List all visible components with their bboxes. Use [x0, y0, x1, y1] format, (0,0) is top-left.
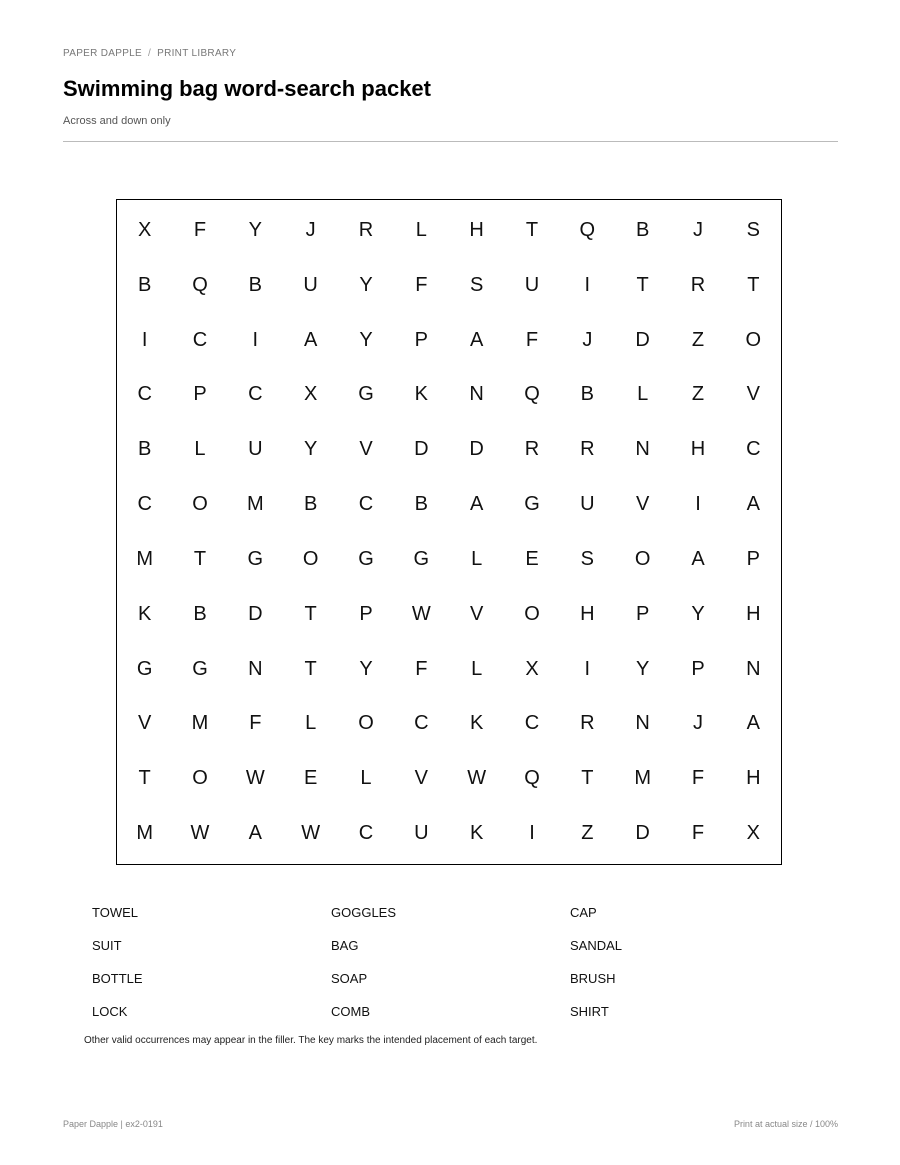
grid-cell: K: [137, 602, 152, 625]
breadcrumb-item-library[interactable]: PRINT LIBRARY: [157, 48, 237, 59]
word-list-item: CAP: [570, 905, 597, 920]
grid-cell: F: [249, 712, 262, 735]
grid-cell: G: [524, 493, 540, 516]
grid-cell: N: [746, 657, 761, 680]
grid-cell: F: [415, 657, 428, 680]
grid-cell: B: [137, 273, 152, 296]
grid-cell: U: [580, 493, 595, 516]
grid-cell: T: [581, 767, 594, 790]
grid-cell: S: [746, 218, 760, 241]
grid-cell: H: [690, 438, 706, 461]
word-list-item: BOTTLE: [92, 971, 143, 986]
grid-cell: L: [471, 547, 483, 570]
grid-cell: F: [193, 218, 207, 241]
grid-cell: N: [469, 383, 484, 406]
grid-cell: N: [635, 438, 650, 461]
grid-cell: L: [415, 218, 427, 241]
grid-cell: W: [411, 602, 431, 625]
grid-cell: K: [469, 712, 484, 735]
grid-cell: G: [358, 383, 374, 406]
grid-cell: H: [580, 602, 595, 625]
grid-cell: C: [358, 493, 374, 516]
grid-cell: H: [746, 767, 761, 790]
grid-cell: G: [358, 547, 374, 570]
grid-cell: Y: [303, 438, 318, 461]
grid-cell: Y: [359, 273, 373, 296]
grid-cell: G: [413, 547, 430, 570]
grid-cell: W: [467, 767, 487, 790]
grid-cell: F: [691, 822, 705, 845]
grid-cell: X: [137, 218, 152, 241]
grid-cell: C: [248, 383, 263, 406]
grid-cell: V: [359, 438, 373, 461]
grid-cell: R: [690, 273, 706, 296]
grid-cell: B: [635, 218, 650, 241]
footer-id: Paper Dapple | ex2-0191: [63, 1119, 163, 1129]
grid-cell: A: [691, 547, 705, 570]
grid-cell: J: [305, 218, 316, 241]
grid-cell: B: [193, 602, 207, 625]
grid-cell: V: [414, 767, 428, 790]
grid-cell: B: [137, 438, 152, 461]
grid-cell: Z: [691, 328, 705, 351]
grid-cell: J: [582, 328, 593, 351]
grid-cell: A: [746, 712, 760, 735]
grid-cell: P: [414, 328, 428, 351]
grid-cell: V: [635, 493, 650, 516]
word-list-item: BAG: [331, 938, 359, 953]
word-list-item: BRUSH: [570, 971, 616, 986]
grid-cell: T: [304, 602, 317, 625]
grid-cell: U: [414, 822, 429, 845]
grid-cell: J: [692, 712, 703, 735]
grid-cell: M: [634, 767, 651, 790]
grid-cell: A: [746, 493, 760, 516]
grid-cell: L: [471, 657, 483, 680]
grid-cell: Q: [524, 767, 540, 790]
grid-cell: Y: [248, 218, 262, 241]
grid-cell: M: [191, 712, 209, 735]
grid-cell: Q: [579, 218, 596, 241]
grid-cell: S: [469, 273, 484, 296]
grid-cell: J: [692, 218, 703, 241]
grid-cell: X: [746, 822, 760, 845]
grid-cell: V: [469, 602, 484, 625]
grid-cell: D: [414, 438, 429, 461]
grid-cell: O: [358, 712, 374, 735]
grid-cell: D: [248, 602, 263, 625]
grid-cell: R: [524, 438, 540, 461]
grid-cell: B: [303, 493, 318, 516]
grid-cell: Q: [192, 273, 208, 296]
word-list-item: LOCK: [92, 1004, 128, 1019]
grid-cell: I: [252, 328, 259, 351]
grid-cell: Z: [581, 822, 594, 845]
grid-cell: P: [193, 383, 207, 406]
footer-print-note: Print at actual size / 100%: [733, 1119, 838, 1129]
grid-cell: K: [414, 383, 428, 406]
grid-cell: F: [525, 328, 539, 351]
grid-cell: T: [525, 218, 539, 241]
grid-cell: N: [635, 712, 650, 735]
grid-cell: L: [305, 712, 317, 735]
grid-cell: Y: [359, 328, 373, 351]
grid-cell: L: [360, 767, 372, 790]
grid-cell: H: [469, 218, 484, 241]
page-title: Swimming bag word-search packet: [63, 76, 431, 101]
grid-cell: C: [137, 383, 152, 406]
word-list-item: SHIRT: [570, 1004, 609, 1019]
grid-cell: F: [691, 767, 705, 790]
grid-cell: T: [193, 547, 207, 570]
grid-cell: P: [691, 657, 705, 680]
grid-cell: D: [469, 438, 484, 461]
grid-cell: L: [637, 383, 649, 406]
header-divider: [63, 141, 838, 142]
grid-cell: D: [635, 328, 650, 351]
grid-cell: I: [141, 328, 148, 351]
grid-cell: X: [303, 383, 318, 406]
grid-cell: M: [136, 547, 153, 570]
grid-cell: W: [245, 767, 265, 790]
word-list-item: GOGGLES: [331, 905, 397, 920]
page-subtitle: Across and down only: [63, 115, 171, 127]
grid-cell: O: [302, 547, 319, 570]
word-list-item: COMB: [331, 1004, 370, 1019]
grid-cell: I: [695, 493, 701, 516]
grid-cell: U: [248, 438, 263, 461]
grid-cell: O: [192, 493, 208, 516]
grid-cell: O: [745, 328, 762, 351]
grid-cell: C: [358, 822, 374, 845]
grid-cell: C: [414, 712, 429, 735]
grid-cell: O: [524, 602, 540, 625]
grid-cell: T: [304, 657, 317, 680]
grid-cell: E: [303, 767, 318, 790]
grid-cell: G: [136, 657, 153, 680]
grid-cell: V: [137, 712, 152, 735]
word-list-item: TOWEL: [92, 905, 138, 920]
placement-note: Other valid occurrences may appear in the filler. The key marks the intended placement of each target.: [84, 1035, 538, 1046]
grid-cell: F: [415, 273, 428, 296]
grid-cell: O: [192, 767, 208, 790]
breadcrumb: [63, 48, 236, 59]
grid-cell: C: [524, 712, 540, 735]
breadcrumb-separator: /: [148, 48, 152, 59]
grid-cell: A: [248, 822, 262, 845]
grid-cell: T: [747, 273, 760, 296]
grid-cell: I: [584, 657, 591, 680]
grid-cell: M: [246, 493, 264, 516]
grid-cell: A: [469, 328, 484, 351]
grid-cell: W: [301, 822, 321, 845]
grid-cell: N: [248, 657, 263, 680]
grid-cell: P: [746, 547, 760, 570]
grid-cell: Z: [691, 383, 705, 406]
grid-cell: A: [469, 493, 484, 516]
grid-cell: C: [746, 438, 761, 461]
grid-cell: U: [524, 273, 540, 296]
grid-cell: A: [303, 328, 318, 351]
grid-cell: C: [192, 328, 208, 351]
grid-cell: G: [247, 547, 264, 570]
grid-cell: Y: [691, 602, 705, 625]
grid-cell: S: [580, 547, 594, 570]
grid-cell: W: [190, 822, 210, 845]
grid-cell: X: [525, 657, 539, 680]
grid-cell: K: [469, 822, 484, 845]
grid-cell: R: [580, 712, 595, 735]
word-list-item: SOAP: [331, 971, 368, 986]
word-list: [92, 904, 812, 1020]
grid-cell: G: [192, 657, 208, 680]
grid-cell: T: [636, 273, 649, 296]
grid-cell: V: [746, 383, 760, 406]
grid-cell: R: [580, 438, 595, 461]
grid-cell: T: [138, 767, 151, 790]
grid-cell: I: [529, 822, 535, 845]
grid-cell: D: [635, 822, 650, 845]
grid-cell: C: [137, 493, 152, 516]
grid-cell: M: [136, 822, 153, 845]
breadcrumb-item-site[interactable]: PAPER DAPPLE: [63, 48, 143, 59]
word-list-item: SANDAL: [570, 938, 623, 953]
grid-cell: B: [414, 493, 428, 516]
grid-cell: E: [525, 547, 539, 570]
grid-cell: Y: [359, 657, 373, 680]
word-list-item: SUIT: [92, 938, 122, 953]
grid-cell: U: [303, 273, 318, 296]
grid-cell: P: [359, 602, 373, 625]
grid-cell: O: [634, 547, 651, 570]
grid-cell: B: [248, 273, 262, 296]
grid-cell: I: [584, 273, 591, 296]
grid-cell: Q: [524, 383, 540, 406]
grid-cell: R: [358, 218, 374, 241]
grid-cell: B: [580, 383, 594, 406]
grid-cell: P: [635, 602, 650, 625]
grid-cell: Y: [635, 657, 650, 680]
grid-cell: L: [194, 438, 206, 461]
word-search-grid: [116, 199, 782, 865]
grid-cell: H: [746, 602, 761, 625]
